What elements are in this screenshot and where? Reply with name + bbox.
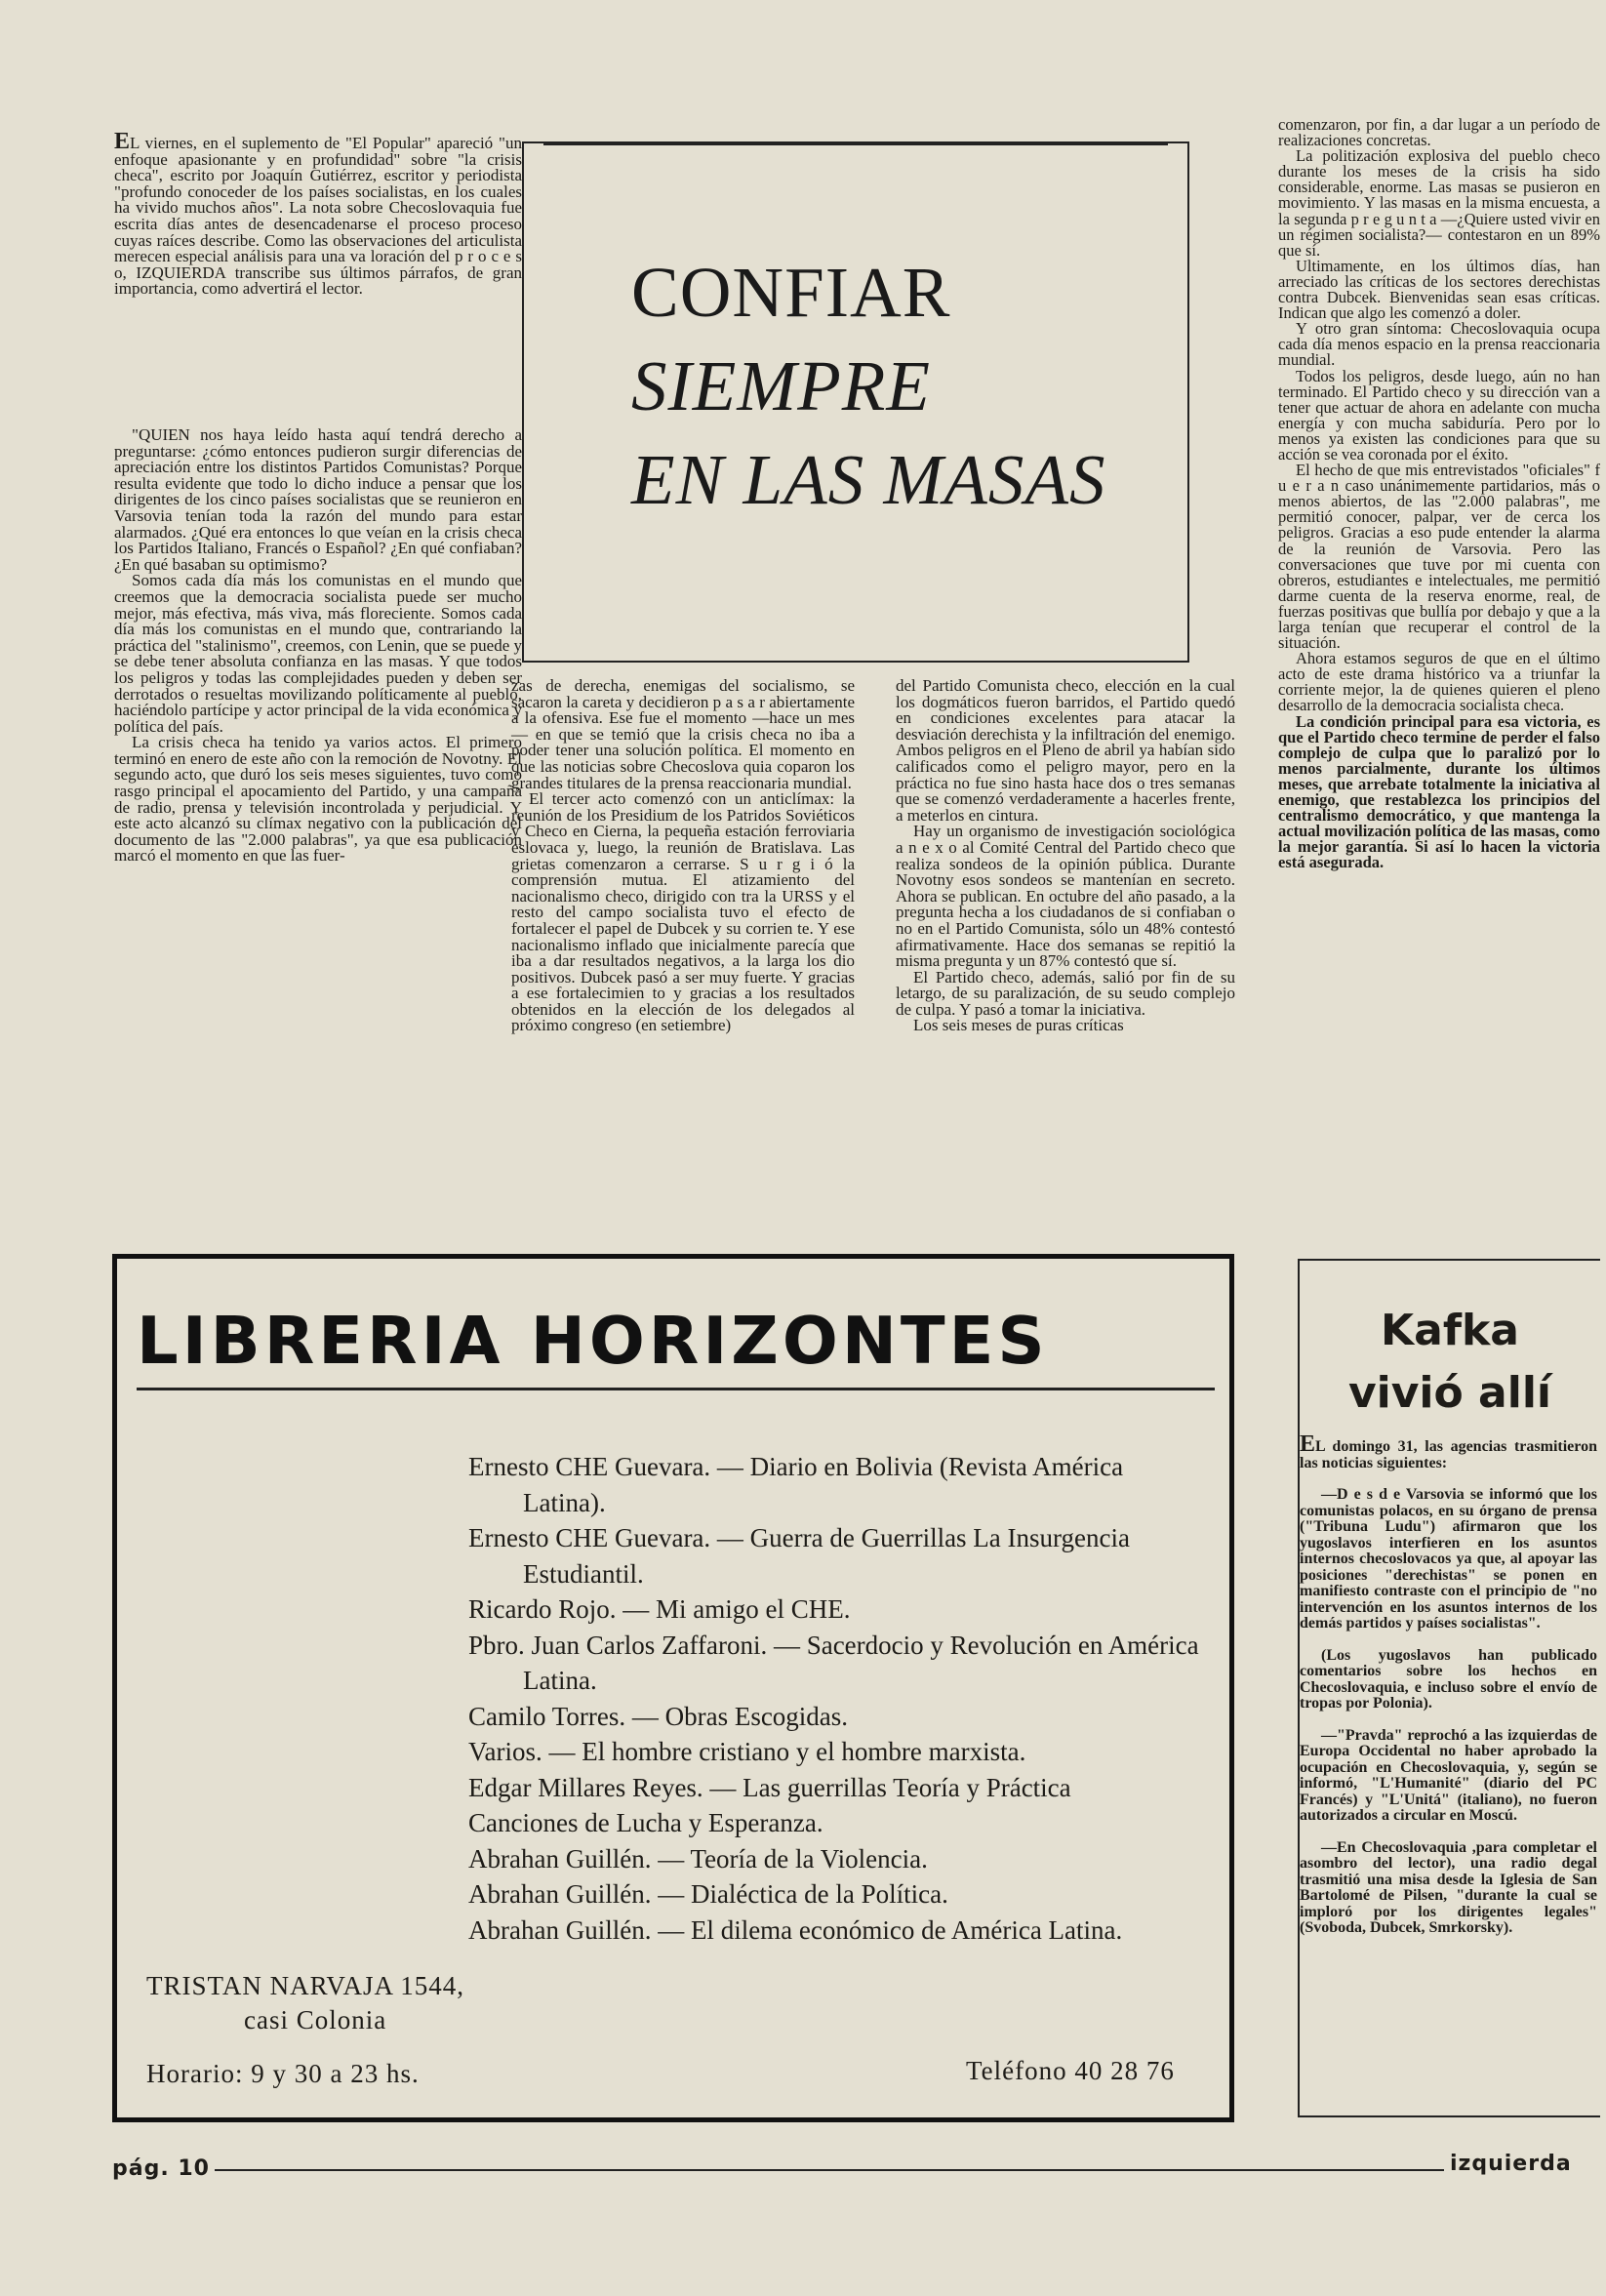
ad-phone: Teléfono 40 28 76 [966, 2056, 1175, 2085]
kafka-text [1300, 1431, 1597, 1953]
bookstore-name: LIBRERIA HORIZONTES [137, 1303, 1049, 1379]
article-paragraph: La condición principal para esa victoria, es que el Partido checo termine de perder el falso complejo de culpa que lo paralizó por lo menos parcialmente, durante los últimos meses, que arrebate totalmente la iniciativa al enemigo, que restablezca los principios del centralismo democrático, y que mantenga la actual movilización política de las masas, como la mejor garantía. Si así lo hacen la victoria está asegurada. [1278, 711, 1600, 872]
article-paragraph: Los seis meses de puras críticas [913, 1016, 1124, 1035]
article-paragraph: Y otro gran síntoma: Checoslovaquia ocupa cada día menos espacio en la prensa reaccionaria mundial. [1278, 319, 1600, 370]
intro-text [114, 129, 522, 299]
article-paragraph: Somos cada día más los comunistas en el mundo que creemos que la democracia socialista puede ser mucho mejor, más efectiva, más viva, más floreciente. Somos cada día más los comunistas en el mundo que, contrariando la práctica del "stalinismo", creemos, con Lenin, que se puede y se debe tener absoluta confianza en las masas. Y que todos los peligros y todas las complejidades pueden y deben ser derrotados o resueltas movilizando políticamente al pueblo, haciéndolo partícipe y actor principal de la vida económica y política del país. [114, 571, 522, 736]
kafka-dropcap: E [1300, 1431, 1316, 1457]
kafka-box [1298, 1259, 1600, 2117]
book-item: Canciones de Lucha y Esperanza. [468, 1808, 823, 1837]
bookstore-ad [112, 1254, 1234, 2122]
kafka-title-line-1: Kafka [1381, 1306, 1519, 1355]
article-paragraph: Ultimamente, en los últimos días, han arreciado las críticas de los sectores derechistas contra Dubcek. Bienvenidas sean esas críticas. Indican que algo les comenzó a doler. [1278, 256, 1600, 323]
article-paragraph: La crisis checa ha tenido ya varios actos. El primero terminó en enero de este año con la remoción de Novotny. El segundo acto, que duró los seis meses siguientes, tuvo como rasgo principal el apocamiento del Partido, y una campaña de radio, prensa y televisión incontrolada y perjudicial. Y este acto alcanzó su clímax negativo con la publicación del documento de las "2.000 palabras", ya que esa publicación marcó el momento en que las fuer- [114, 733, 522, 866]
headline-line-1: CONFIAR [631, 253, 951, 332]
kafka-title [1300, 1300, 1600, 1425]
kafka-item: —En Checoslovaquia ,para completar el asombro del lector), una radio degal trasmitió una misa desde la Iglesia de San Bartolomé de Pilsen, "durante la cual se imploró por los dirigentes legales" (Svoboda, Dubcek, Smrkorsky). [1300, 1838, 1597, 1936]
ad-address-note: casi Colonia [244, 2005, 387, 2034]
kafka-item: —D e s d e Varsovia se informó que los comunistas polacos, en su órgano de prensa ("Tribuna Ludu") afirmaron que los yugoslavos interfieren en los asuntos internos checoslovacos ya que, al apoyar las posiciones "derechistas" se ponen en manifiesto contraste con el principio de "no intervención en los asuntos internos de los demás partidos y países socialistas". [1300, 1486, 1597, 1631]
article-paragraph: Hay un organismo de investigación sociológica a n e x o al Comité Central del Partido checo que realiza sondeos de la opinión pública. Durante Novotny esos sondeos se mantenían en secreto. Ahora se publican. En octubre del año pasado, a la pregunta hecha a los ciudadanos de si confiaban o no en el Partido Comunista, sólo un 48% contestó afirmativamente. Hace dos semanas se repitió la misma pregunta y un 87% contestó que sí. [896, 822, 1235, 971]
book-list [468, 1449, 1210, 1948]
book-item: Edgar Millares Reyes. — Las guerrillas Teoría y Práctica [468, 1772, 1071, 1802]
book-item: Pbro. Juan Carlos Zaffaroni. — Sacerdocio y Revolución en América Latina. [468, 1630, 1199, 1695]
headline-box [522, 141, 1189, 663]
headline-line-2: SIEMPRE [631, 346, 931, 425]
article-paragraph: comenzaron, por fin, a dar lugar a un período de realizaciones concretas. [1278, 115, 1600, 150]
intro-dropcap: E [114, 129, 131, 154]
kafka-title-line-2: vivió allí [1347, 1368, 1551, 1418]
ad-hours: Horario: 9 y 30 a 23 hs. [146, 2059, 420, 2088]
article-paragraph: El tercer acto comenzó con un anticlímax: la reunión de los Presidium de los Patridos Soviéticos y Checo en Cierna, la pequeña estación ferroviaria eslovaca y, luego, la reunión de Bratislava. Las grietas comenzaron a cerrarse. S u r g i ó la comprensión mutua. El atizamiento del nacionalismo checo, dirigido con tra la URSS y el resto del campo socialista tuvo el efecto de fortalecer el papel de Dubcek y su corrien te. Y ese nacionalismo inflado que inicialmente parecía que iba a dar resultados negativos, a la larga los dio positivos. Dubcek pasó a ser muy fuerte. Y gracias a ese fortalecimien to y gracias a los resultados obtenidos en la elección de los delegados al próximo congreso (en setiembre) [511, 789, 855, 1035]
ad-address: TRISTAN NARVAJA 1544, [146, 1971, 464, 2000]
article-paragraph: Ahora estamos seguros de que en el último acto de este drama histórico va a triunfar la corriente mejor, la de quienes quieren el pleno desarrollo de la democracia socialista checa. [1278, 649, 1600, 715]
book-item: Ernesto CHE Guevara. — Diario en Bolivia (Revista América Latina). [468, 1452, 1124, 1517]
article-column-1 [114, 427, 522, 865]
article-paragraph: La politización explosiva del pueblo checo durante los meses de la crisis ha sido considerable, enorme. Las masas se pusieron en movimiento. Y las masas en la misma encuesta, a la segunda p r e g u n t a —¿Quiere usted vivir en un régimen socialista?— contestaron en un 89% que sí. [1278, 146, 1600, 260]
book-item: Ernesto CHE Guevara. — Guerra de Guerrillas La Insurgencia Estudiantil. [468, 1523, 1130, 1589]
book-item: Abrahan Guillén. — Dialéctica de la Política. [468, 1879, 948, 1909]
book-item: Camilo Torres. — Obras Escogidas. [468, 1701, 849, 1731]
article-paragraph: zas de derecha, enemigas del socialismo, se sacaron la careta y decidieron p a s a r abiertamente a la ofensiva. Ese fue el momento —hace un mes— en que se temió que la crisis checa no iba a poder tener una solución política. El momento en que las noticias sobre Checoslova quia coparon los grandes titulares de la prensa reaccionaria mundial. [511, 676, 855, 792]
article-paragraph: El Partido checo, además, salió por fin de su letargo, de su paralización, de su seudo complejo de culpa. Y pasó a tomar la iniciativa. [896, 967, 1235, 1019]
article-column-4 [1278, 117, 1600, 871]
article-column-3 [896, 678, 1235, 1034]
book-item: Abrahan Guillén. — El dilema económico de América Latina. [468, 1914, 1123, 1945]
book-item: Abrahan Guillén. — Teoría de la Violencia. [468, 1843, 928, 1873]
book-item: Varios. — El hombre cristiano y el hombre marxista. [468, 1737, 1026, 1766]
kafka-item: (Los yugoslavos han publicado comentarios sobre los hechos en Checoslovaquia, e incluso sobre el envío de tropas por Polonia). [1300, 1646, 1597, 1712]
kafka-item: —"Pravda" reprochó a las izquierdas de Europa Occidental no haber aprobado la ocupación en Checoslovaquia, y, según se informó, "L'Humanité" (diario del PC Francés) y "L'Unitá" (italiano), no fueron autorizados a circular en Moscú. [1300, 1726, 1597, 1824]
article-paragraph: El hecho de que mis entrevistados "oficiales" f u e r a n caso unánimemente partidarios, más o menos abiertos, de las "2.000 palabras", me permitió conocer, palpar, ver de cerca los peligros. Gracias a eso pude entender la alarma de la reunión de Varsovia. Pero las conversaciones que tuve por mi cuenta con obreros, estudiantes e intelectuales, me permitió darme cuenta de la reserva enorme, real, de fuerzas positivas que bullía por debajo y que a la larga tenían que recuperar el control de la situación. [1278, 461, 1600, 653]
article-paragraph: Todos los peligros, desde luego, aún no han terminado. El Partido checo y su dirección van a tener que actuar de ahora en adelante con mucha energía y con mucha sabiduría. Pero por lo menos ya existen las condiciones para que su acción se vea coronada por el éxito. [1278, 366, 1600, 463]
article-paragraph: del Partido Comunista checo, elección en la cual los dogmáticos fueron barridos, el Partido quedó en condiciones excelentes para atacar la desviación derechista y la infiltración del enemigo. Ambos peligros en el Pleno de abril ya habían sido calificados como el peligro mayor, pero en la práctica no fue sino hasta hace dos o tres semanas que se comenzó verdaderamente a hacerles frente, a meterlos en cintura. [896, 676, 1235, 825]
intro-body: L viernes, en el suplemento de "El Popular" apareció "un enfoque apasionante y en profundidad" sobre "la crisis checa", escrito por Joaquín Gutiérrez, escritor y periodista "profundo conoceder de los países socialistas, en los cuales ha vivido muchos años". La nota sobre Checoslovaquia fue escrita días antes de desencadenarse el proceso proceso cuyas raíces describe. Como las observaciones del articulista merecen especial análisis para una va loración del p r o c e s o, IZQUIERDA transcribe sus últimos párrafos, de gran importancia, como advertirá el lector. [114, 134, 522, 299]
article-paragraph: "QUIEN nos haya leído hasta aquí tendrá derecho a preguntarse: ¿cómo entonces pudieron surgir diferencias de apreciación entre los distintos Partidos Comunistas? Porque resulta evidente que todo lo dicho induce a pensar que los dirigentes de los cinco países socialistas que se reunieron en Varsovia tenían toda la razón del mundo para estar alarmados. ¿Qué era entonces lo que veían en la crisis checa los Partidos Italiano, Francés o Español? ¿En qué confiaban? ¿En qué basaban su optimismo? [114, 425, 522, 574]
headline [631, 246, 1178, 527]
kafka-lead: L domingo 31, las agencias trasmitieron las noticias siguientes: [1300, 1438, 1597, 1471]
book-item: Ricardo Rojo. — Mi amigo el CHE. [468, 1594, 851, 1624]
page-number: pág. 10 [112, 2156, 210, 2181]
article-column-2 [511, 678, 855, 1034]
magazine-name: izquierda [1450, 2152, 1572, 2176]
ad-divider [137, 1388, 1215, 1390]
headline-line-3: EN LAS MASAS [631, 440, 1106, 519]
footer-rule [215, 2169, 1444, 2171]
